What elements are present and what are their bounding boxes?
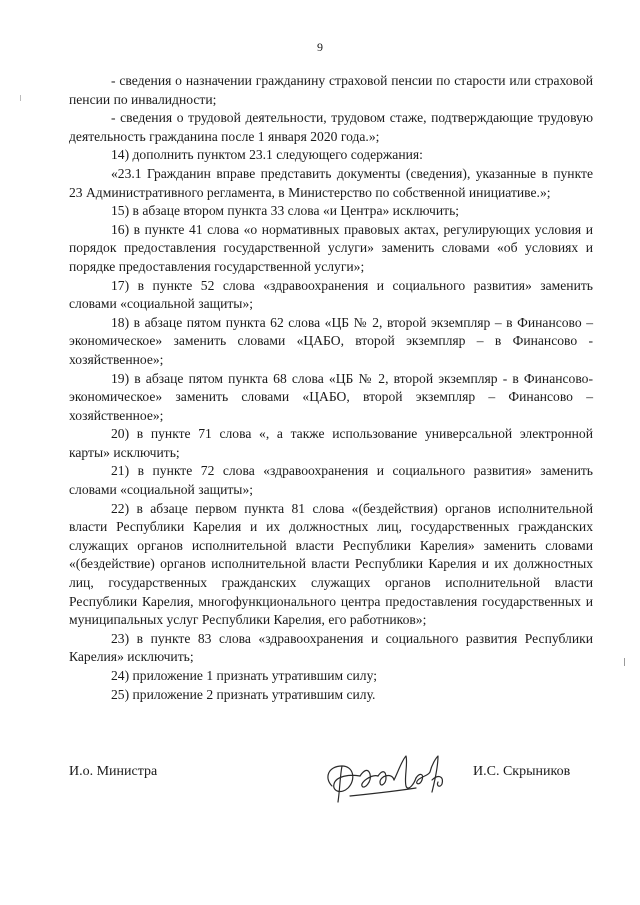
signer-name: И.С. Скрыников (473, 764, 571, 779)
paragraph: 24) приложение 1 признать утратившим силу; (111, 668, 377, 683)
scan-mark (624, 658, 625, 666)
paragraph: 20) в пункте 71 слова «, а также использование универсальной электронной карты» исключить; (69, 426, 593, 460)
paragraph: 19) в абзаце пятом пункта 68 слова «ЦБ № 2, второй экземпляр - в Финансово-экономическое» заменить словами «ЦАБО, второй экземпляр – Финансово – хозяйственное»; (69, 370, 593, 423)
signature-block (0, 758, 640, 818)
paragraph: 22) в абзаце первом пункта 81 слова «(бездействия) органов исполнительной власти Республики Карелия и их должностных лиц, государственных гражданских служащих органов исполнительной власти Республики Карелия» заменить словами «(бездействие) органов исполнительной власти Республики Карелия и их должностных лиц, государственных гражданских служащих органов исполнительной власти Республики Карелия, многофункционального центра предоставления государственных и муниципальных услуг Республики Карелия, его работников»; (69, 500, 593, 628)
paragraph: 16) в пункте 41 слова «о нормативных правовых актах, регулирующих условия и порядок предоставления государственной услуги» заменить словами «об условиях и порядке предоставления государственной услуги»; (69, 221, 593, 274)
paragraph: - сведения о трудовой деятельности, трудовом стаже, подтверждающие трудовую деятельность гражданина после 1 января 2020 года.»; (69, 110, 593, 144)
paragraph: 25) приложение 2 признать утратившим силу. (111, 686, 376, 702)
paragraph: 21) в пункте 72 слова «здравоохранения и социального развития» заменить словами «социальной защиты»; (69, 463, 593, 498)
paragraph: 23) в пункте 83 слова «здравоохранения и социального развития Республики Карелия» исключить; (69, 630, 593, 665)
paragraph: 18) в абзаце пятом пункта 62 слова «ЦБ № 2, второй экземпляр – в Финансово – экономическое» заменить словами «ЦАБО, второй экземпляр – в Финансово - хозяйственное»; (69, 314, 593, 367)
page-number: 9 (317, 40, 323, 54)
paragraph: 17) в пункте 52 слова «здравоохранения и социального развития» заменить словами «социальной защиты»; (69, 277, 593, 312)
paragraph: 14) дополнить пунктом 23.1 следующего содержания: (111, 147, 423, 163)
paragraph: 15) в абзаце втором пункта 33 слова «и Центра» исключить; (111, 203, 460, 219)
paragraph: - сведения о назначении гражданину страховой пенсии по старости или страховой пенсии по инвалидности; (69, 73, 593, 107)
scan-mark (20, 95, 21, 101)
handwritten-signature (320, 752, 460, 808)
document-body (69, 72, 593, 704)
position-title: И.о. Министра (69, 764, 158, 779)
paragraph: «23.1 Гражданин вправе представить документы (сведения), указанные в пункте 23 Административного регламента, в Министерство по собственной инициативе.»; (69, 165, 593, 200)
